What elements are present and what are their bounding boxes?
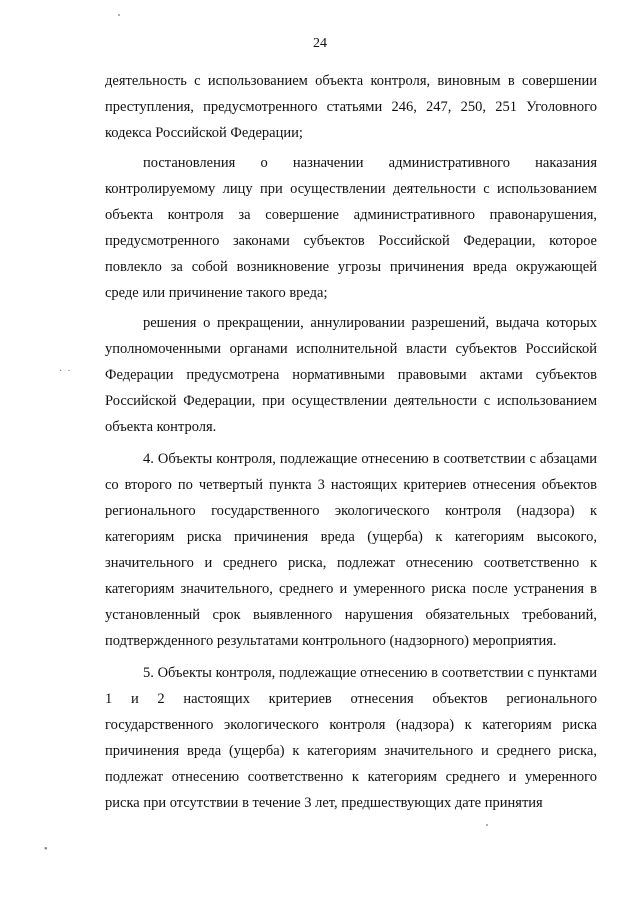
paragraph-item-5: 5. Объекты контроля, подлежащие отнесению в соответствии с пунктами 1 и 2 настоящих критериев отнесения объектов регионального государственного экологического контроля (надзора) к категориям риска причинения вреда (ущерба) к категориям значительного и среднего риска, подлежат отнесению соответственно к категориям среднего и умеренного риска при отсутствии в течение 3 лет, предшествующих дате принятия: [105, 665, 597, 811]
scan-artifact: · ·: [59, 366, 71, 377]
paragraph-item-4: 4. Объекты контроля, подлежащие отнесению в соответствии с абзацами со второго по четвертый пункта 3 настоящих критериев отнесения объектов регионального государственного экологического контроля (надзора) к категориям риска причинения вреда (ущерба) к категориям высокого, значительного и среднего риска, подлежат отнесению соответственно к категориям значительного, среднего и умеренного риска после устранения в установленный срок выявленного нарушения обязательных требований, подтвержденного результатами контрольного (надзорного) мероприятия.: [105, 451, 597, 649]
paragraph-decision: решения о прекращении, аннулировании разрешений, выдача которых уполномоченными органами исполнительной власти субъектов Российской Федерации предусмотрена нормативными правовыми актами субъектов Российской Федерации, при осуществлении деятельности с использованием объекта контроля.: [105, 315, 597, 435]
paragraph-continuation: деятельность с использованием объекта контроля, виновным в совершении преступления, предусмотренного статьями 246, 247, 250, 251 Уголовного кодекса Российской Федерации;: [105, 73, 597, 141]
scan-artifact: [118, 14, 120, 16]
page-number: 24: [313, 36, 327, 51]
scan-artifact: •: [44, 844, 48, 855]
document-body: [105, 68, 597, 816]
scan-artifact: [486, 824, 488, 826]
paragraph-resolution: постановления о назначении административного наказания контролируемому лицу при осуществлении деятельности с использованием объекта контроля за совершение административного правонарушения, предусмотренного законами субъектов Российской Федерации, которое повлекло за собой возникновение угрозы причинения вреда окружающей среде или причинение такого вреда;: [105, 155, 597, 301]
